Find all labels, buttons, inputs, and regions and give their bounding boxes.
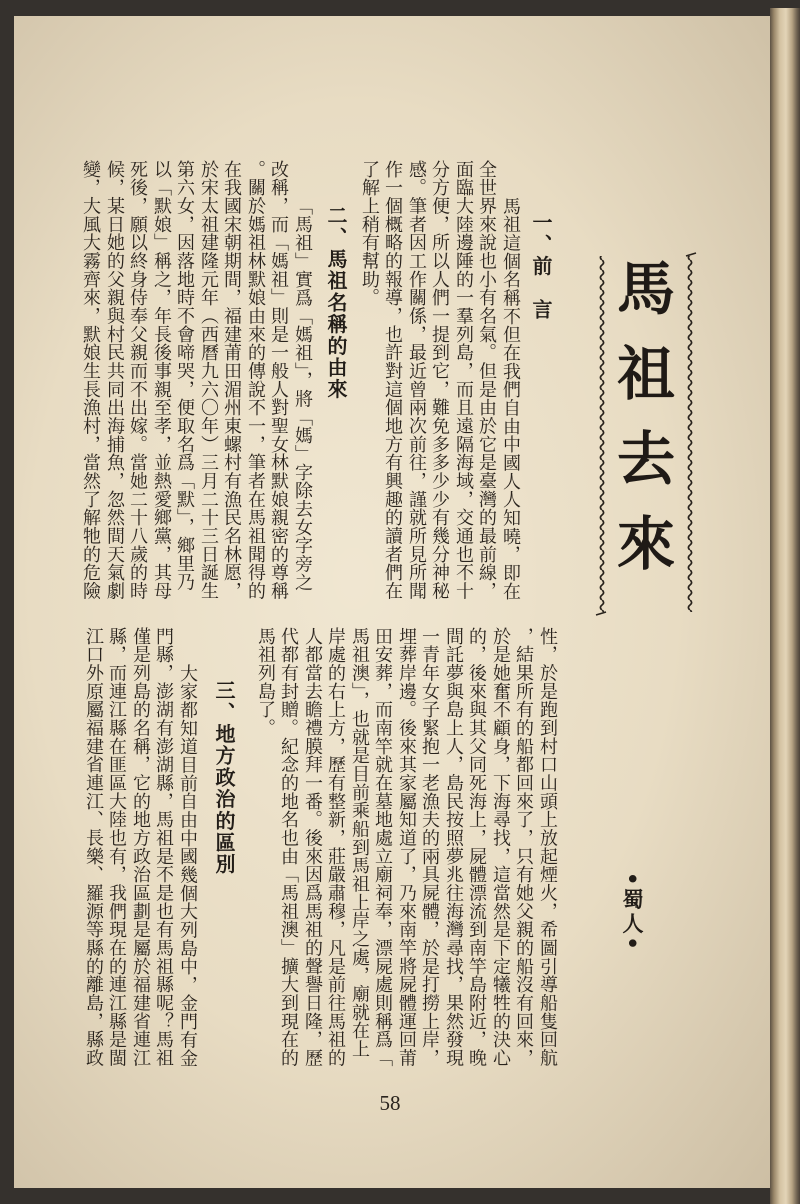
text-column: 性，於是跑到村口山頭上放起煙火，希圖引導船隻回航 bbox=[537, 627, 558, 1067]
text-column: 以「默娘」稱之，年長後事親至孝，並熱愛鄉黨，其母 bbox=[151, 160, 172, 600]
book-gutter bbox=[770, 8, 800, 1204]
text-column: 分方便，所以人們一提到它，難免多多少少有幾分神秘 bbox=[429, 160, 450, 600]
text-column: 於是她奮不顧身，下海尋找，這當然是下定犧牲的決心 bbox=[490, 627, 511, 1067]
title-border-tick-bottom bbox=[596, 612, 606, 615]
title-border-left bbox=[598, 256, 606, 612]
section-heading: 二、馬祖名稱的由來 bbox=[324, 205, 348, 401]
text-column: 一青年女子緊抱一老漁夫的兩具屍體，於是打撈上岸， bbox=[419, 627, 440, 1067]
text-column: 。關於媽祖林默娘由來的傳說不一，筆者在馬祖聞得的 bbox=[245, 160, 266, 600]
text-column: 大家都知道目前自由中國幾個大列島中，金門有金 bbox=[177, 664, 198, 1068]
page-number: 58 bbox=[379, 1091, 401, 1115]
text-column: 作一個概略的報導，也許對這個地方有興趣的讀者們在 bbox=[382, 160, 403, 600]
article-title: 馬祖去來 bbox=[607, 258, 675, 598]
title-frame bbox=[590, 250, 700, 620]
text-column: 馬祖澳」，也就是目前乘船到馬祖上岸之處，廟就在上 bbox=[349, 627, 370, 1058]
text-column: 縣，而連江縣在匪區大陸也有，我們現在的連江縣是閩 bbox=[106, 627, 127, 1067]
text-column: 田安葬，而南竿就在墓地處立廟祠奉，漂屍處則稱爲「 bbox=[372, 627, 393, 1067]
text-column: 於宋太祖建隆元年（西曆九六〇年）三月二十三日誕生 bbox=[198, 160, 219, 600]
text-column: 人都當去瞻禮膜拜一番。後來因爲馬祖的聲譽日隆，歷 bbox=[302, 627, 323, 1067]
text-column: 的，後來與其父同死海上，屍體漂流到南竿島附近，晚 bbox=[466, 627, 487, 1067]
text-column: 了解上稍有幫助。 bbox=[359, 160, 380, 307]
section-heading: 三、地方政治的區別 bbox=[212, 680, 236, 876]
text-column: 江口外原屬福建省連江、長樂、羅源等縣的離島，縣政 bbox=[83, 627, 104, 1067]
text-column: ，結果所有的船都回來了，只有她父親的船沒有回來， bbox=[513, 627, 534, 1067]
text-column: 岸處的右上方，歷有整新，莊嚴肅穆，凡是前往馬祖的 bbox=[325, 627, 346, 1067]
text-column: 門縣，澎湖有澎湖縣，馬祖是不是也有馬祖縣呢？馬祖 bbox=[153, 627, 174, 1067]
section-heading: 一、前 言 bbox=[529, 212, 553, 321]
text-column: 第六女，因落地時不會啼哭，便取名爲「默」，鄉里乃 bbox=[174, 160, 195, 591]
text-column: 面臨大陸邊陲的一羣列島，而且遠隔海域，交通也不十 bbox=[453, 160, 474, 600]
text-column: 間託夢與島上人，島民按照夢兆往海灣尋找，果然發現 bbox=[443, 627, 464, 1067]
text-column: 馬祖這個名稱不但在我們自由中國人人知曉，即在 bbox=[500, 197, 521, 601]
author-byline: •蜀人• bbox=[620, 872, 644, 953]
text-column: 候，某日她的父親與村民共同出海捕魚，忽然間天氣劇 bbox=[104, 160, 125, 600]
text-column: 感。筆者因工作關係，最近曾兩次前往，謹就所見所聞 bbox=[406, 160, 427, 600]
title-border-tick-top bbox=[686, 253, 696, 256]
text-column: 僅是列島的名稱，它的地方政治區劃是屬於福建省連江 bbox=[130, 627, 151, 1067]
text-column: 「馬祖」實爲「媽祖」，將「媽」字除去女字旁之 bbox=[292, 197, 313, 592]
text-column: 死後，願以終身侍奉父親而不出嫁。當她二十八歲的時 bbox=[127, 160, 148, 600]
text-column: 馬祖列島了。 bbox=[255, 627, 276, 737]
title-border-right bbox=[686, 256, 694, 612]
text-column: 代都有封贈。紀念的地名也由「馬祖澳」擴大到現在的 bbox=[278, 627, 299, 1067]
text-column: 在我國宋朝期間，福建莆田湄州東螺村有漁民名林愿， bbox=[221, 160, 242, 600]
text-column: 變，大風大霧齊來，默娘生長漁村，當然了解牠的危險 bbox=[80, 160, 101, 600]
text-column: 埋葬岸邊。後來其家屬知道了，乃來南竿將屍體運回莆 bbox=[396, 627, 417, 1067]
text-column: 改稱，而「媽祖」則是一般人對聖女林默娘親密的尊稱 bbox=[268, 160, 289, 600]
text-column: 全世界來說也小有名氣。但是由於它是臺灣的最前線， bbox=[476, 160, 497, 600]
